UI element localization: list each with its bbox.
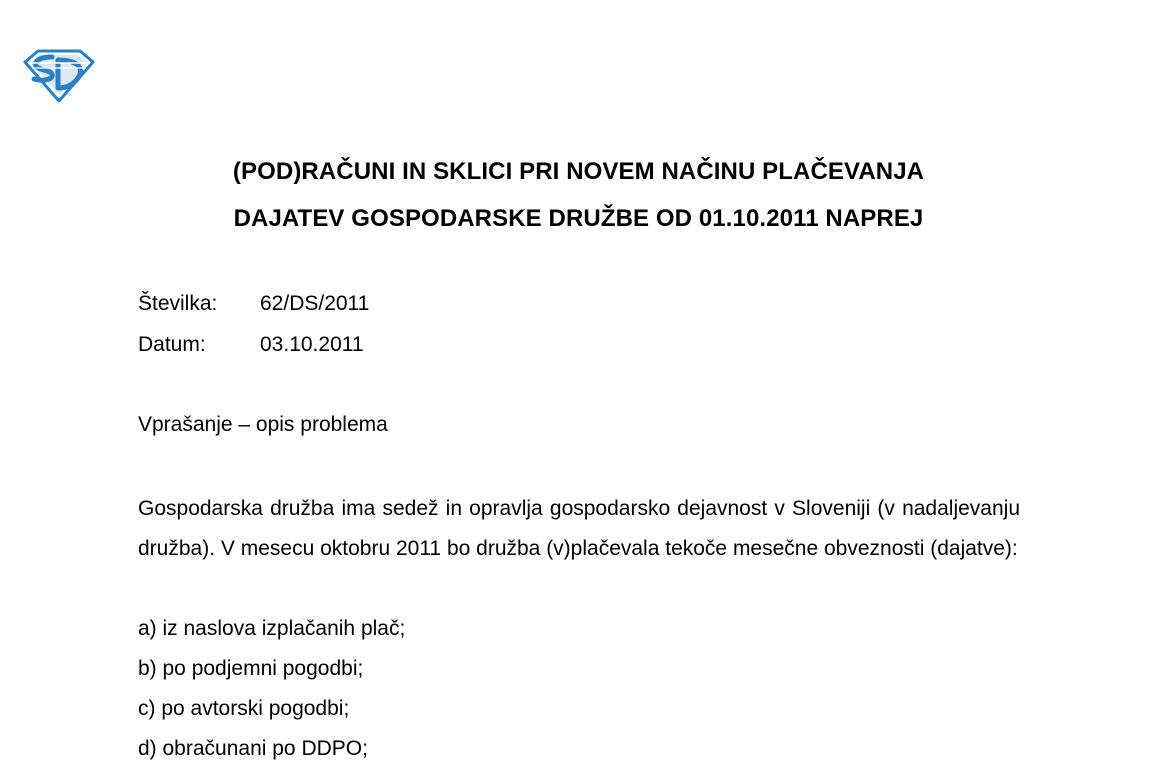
list-item: d) obračunani po DDPO; — [138, 737, 368, 760]
meta-date-label: Datum: — [138, 333, 206, 356]
list-item: c) po avtorski pogodbi; — [138, 697, 350, 720]
meta-number-value: 62/DS/2011 — [260, 292, 370, 315]
meta-date-value: 03.10.2011 — [260, 333, 364, 356]
list-item: a) iz naslova izplačanih plač; — [138, 617, 406, 640]
meta-date-row — [138, 333, 364, 357]
meta-number-label: Številka: — [138, 292, 218, 315]
obligations-list — [138, 609, 1020, 769]
meta-number-row — [138, 292, 369, 316]
body-paragraph: Gospodarska družba ima sedež in opravlja gospodarsko dejavnost v Sloveniji (v nadaljevanju družba). V mesecu oktobru 2011 bo družba (v)plačevala tekoče mesečne obveznosti (dajatve): — [138, 497, 1020, 560]
section-heading: Vprašanje – opis problema — [138, 413, 388, 436]
document-title-line-1: (POD)RAČUNI IN SKLICI PRI NOVEM NAČINU PLAČEVANJA — [232, 158, 925, 185]
list-item: b) po podjemni pogodbi; — [138, 657, 364, 680]
company-logo-icon — [22, 48, 96, 104]
document-title-line-2: DAJATEV GOSPODARSKE DRUŽBE OD 01.10.2011 NAPREJ — [233, 205, 924, 232]
